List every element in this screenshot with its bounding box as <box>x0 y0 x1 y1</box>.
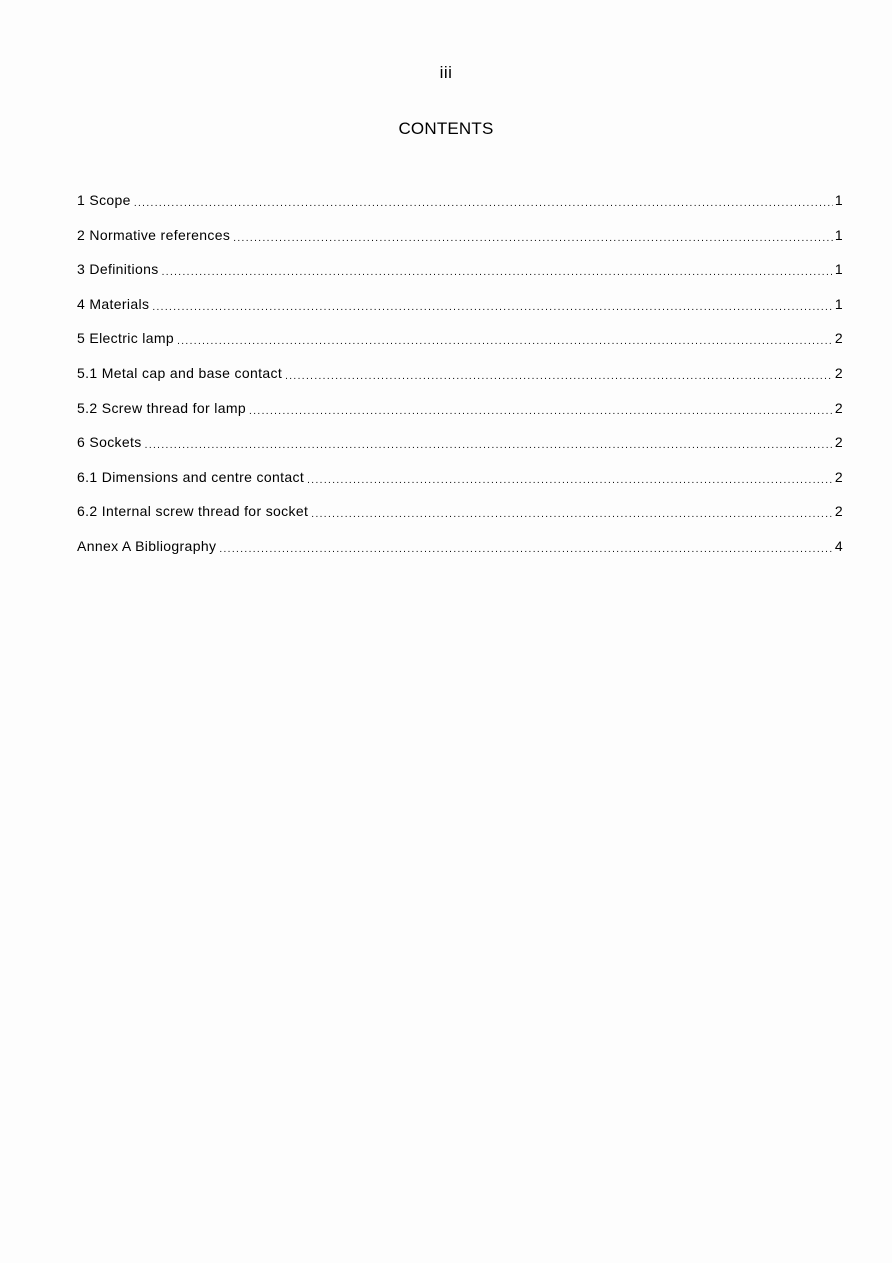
toc-entry-page: 2 <box>834 503 843 520</box>
toc-entry-page: 1 <box>834 226 843 243</box>
toc-entry-screw-thread-lamp[interactable] <box>77 400 843 435</box>
toc-dot-leader <box>177 336 833 347</box>
toc-entry-page: 1 <box>834 261 843 278</box>
toc-entry-definitions[interactable] <box>77 261 843 296</box>
toc-entry-page: 2 <box>834 468 843 485</box>
toc-entry-label: 1 Scope <box>77 192 131 208</box>
toc-dot-leader <box>219 544 833 555</box>
toc-entry-page: 1 <box>834 295 843 312</box>
toc-dot-leader <box>145 440 833 451</box>
toc-dot-leader <box>134 198 833 209</box>
page-title: CONTENTS <box>398 119 494 138</box>
toc-entry-label: 2 Normative references <box>77 226 231 243</box>
toc-entry-label: 6.2 Internal screw thread for socket <box>77 503 309 520</box>
toc-dot-leader <box>311 509 833 520</box>
toc-entry-label: 5 Electric lamp <box>77 330 175 347</box>
toc-entry-internal-screw-thread[interactable] <box>77 503 843 538</box>
toc-dot-leader <box>152 302 833 313</box>
toc-entry-normative-references[interactable] <box>77 227 843 262</box>
toc-dot-leader <box>233 233 833 244</box>
toc-entry-dimensions[interactable] <box>77 469 843 504</box>
toc-dot-leader <box>307 475 833 486</box>
toc-entry-page: 4 <box>834 537 843 554</box>
toc-entry-label: 6 Sockets <box>77 434 142 451</box>
toc-dot-leader <box>285 371 833 382</box>
toc-entry-page: 2 <box>834 434 843 451</box>
toc-entry-label: 3 Definitions <box>77 261 159 278</box>
toc-entry-page: 1 <box>834 192 843 208</box>
toc-entry-scope[interactable] <box>77 192 843 227</box>
toc-entry-electric-lamp[interactable] <box>77 330 843 365</box>
page-number: iii <box>439 63 453 82</box>
toc-entry-page: 2 <box>834 364 843 381</box>
toc-dot-leader <box>249 406 833 417</box>
toc-entry-label: Annex A Bibliography <box>77 537 217 554</box>
toc-dot-leader <box>162 267 833 278</box>
toc-entry-page: 2 <box>834 330 843 347</box>
toc-entry-label: 6.1 Dimensions and centre contact <box>77 468 305 485</box>
toc-entry-metal-cap[interactable] <box>77 365 843 400</box>
toc-entry-bibliography[interactable] <box>77 538 843 573</box>
toc-entry-label: 4 Materials <box>77 295 150 312</box>
table-of-contents <box>77 192 843 573</box>
toc-entry-label: 5.2 Screw thread for lamp <box>77 399 247 416</box>
toc-entry-page: 2 <box>834 399 843 416</box>
toc-entry-label: 5.1 Metal cap and base contact <box>77 364 283 381</box>
toc-entry-materials[interactable] <box>77 296 843 331</box>
toc-entry-sockets[interactable] <box>77 434 843 469</box>
